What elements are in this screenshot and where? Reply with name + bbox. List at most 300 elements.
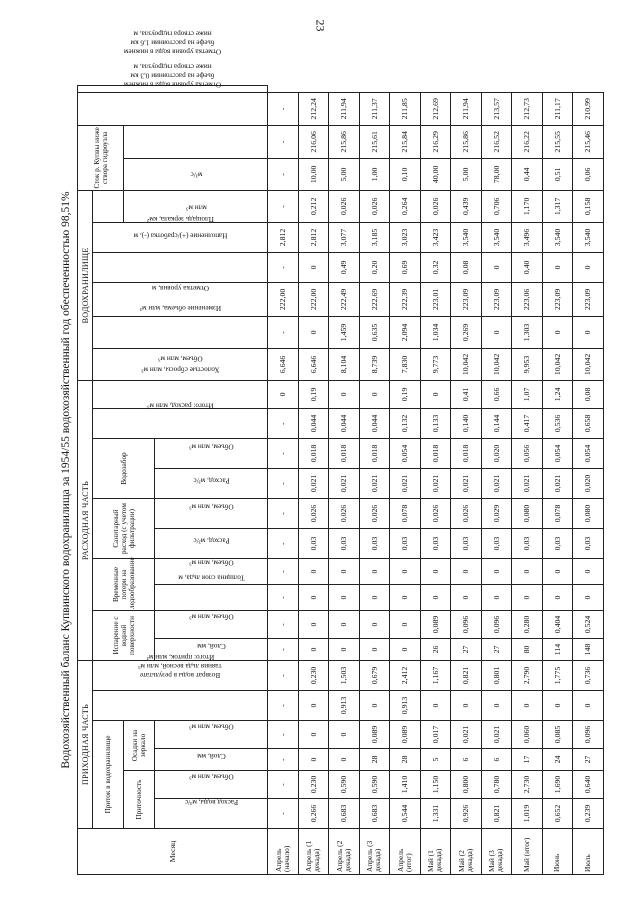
table-cell: 10,042 bbox=[542, 348, 573, 380]
table-cell: 0,03 bbox=[573, 529, 604, 559]
table-cell: 0,089 bbox=[390, 721, 421, 749]
document-title: Водохозяйственный баланс Купвинского водохранилища за 1954/55 водохозяйственный год обеспеченностью 98,51% bbox=[60, 191, 72, 769]
table-cell: 3,423 bbox=[420, 222, 451, 252]
table-cell: 3,540 bbox=[542, 222, 573, 252]
table-cell: 0,821 bbox=[481, 799, 512, 829]
table-cell: 1,034 bbox=[420, 316, 451, 348]
table-cell: 0 bbox=[298, 252, 329, 282]
table-cell: - bbox=[268, 639, 299, 661]
table-cell: - bbox=[268, 252, 299, 282]
col-runoff-q: м³/с bbox=[124, 158, 268, 190]
table-cell: 0,40 bbox=[512, 252, 543, 282]
table-cell: 222,49 bbox=[329, 282, 360, 316]
table-cell: 0 bbox=[359, 611, 390, 639]
table-cell: 0 bbox=[573, 559, 604, 585]
table-cell: 6 bbox=[451, 749, 482, 771]
table-cell: 1,331 bbox=[420, 799, 451, 829]
table-cell: 0,026 bbox=[329, 190, 360, 222]
table-cell: 0 bbox=[451, 559, 482, 585]
col-ice-thick: Толщина слоя льда, м bbox=[155, 585, 268, 611]
table-cell: 0,021 bbox=[420, 469, 451, 499]
table-cell: 10,00 bbox=[298, 158, 329, 190]
table-cell: 10,042 bbox=[481, 348, 512, 380]
table-cell: 211,37 bbox=[359, 92, 390, 125]
table-cell: 0,536 bbox=[542, 409, 573, 439]
table-cell: 1,775 bbox=[542, 661, 573, 691]
table-cell: - bbox=[268, 469, 299, 499]
table-cell: 2,790 bbox=[512, 661, 543, 691]
col-evap-v: Объем, млн м³ bbox=[155, 611, 268, 639]
table-cell: 27 bbox=[451, 639, 482, 661]
table-cell: 0 bbox=[542, 691, 573, 721]
table-cell: 0,056 bbox=[512, 439, 543, 469]
table-row bbox=[390, 86, 421, 875]
table-cell: 215,61 bbox=[359, 125, 390, 158]
table-cell: 0,913 bbox=[329, 691, 360, 721]
table-cell: - bbox=[268, 158, 299, 190]
table-cell: 0,280 bbox=[512, 611, 543, 639]
table-cell: 0,679 bbox=[359, 661, 390, 691]
table-cell: - bbox=[268, 499, 299, 529]
table-cell: 0,683 bbox=[329, 799, 360, 829]
table-cell: 223,09 bbox=[451, 282, 482, 316]
table-cell: 0 bbox=[329, 611, 360, 639]
table-cell: 9,953 bbox=[512, 348, 543, 380]
table-cell: 0,044 bbox=[359, 409, 390, 439]
table-cell: 222,00 bbox=[268, 282, 299, 316]
table-cell: 1,150 bbox=[420, 771, 451, 799]
table-cell: 223,01 bbox=[420, 282, 451, 316]
row-month-cell: Июль bbox=[573, 829, 604, 875]
table-cell: 211,17 bbox=[542, 92, 573, 125]
table-cell: 211,94 bbox=[329, 92, 360, 125]
table-cell: 5 bbox=[420, 749, 451, 771]
table-cell: 0 bbox=[420, 559, 451, 585]
table-cell: 1,410 bbox=[390, 771, 421, 799]
table-cell: 0,08 bbox=[573, 380, 604, 408]
col-level-16: Отметка уровня воды в нижнем бьефе на расстоянии 1,6 км ниже створа гидроузла, м bbox=[78, 86, 268, 93]
table-cell: - bbox=[268, 409, 299, 439]
table-cell: 0 bbox=[542, 585, 573, 611]
table-cell: 28 bbox=[359, 749, 390, 771]
table-cell: 0,03 bbox=[451, 529, 482, 559]
table-row bbox=[451, 86, 482, 875]
table-cell: 213,57 bbox=[481, 92, 512, 125]
table-cell: 0,026 bbox=[298, 499, 329, 529]
table-cell: 0 bbox=[268, 380, 299, 408]
table-cell: 1,303 bbox=[512, 316, 543, 348]
table-cell: 0,060 bbox=[512, 721, 543, 749]
table-cell: 2,412 bbox=[390, 661, 421, 691]
table-cell: 0,026 bbox=[420, 499, 451, 529]
col-idle-discharge: Холостые сбросы, млн м³ bbox=[93, 380, 268, 408]
col-month: Месяц bbox=[78, 829, 268, 875]
table-cell: 0,144 bbox=[481, 409, 512, 439]
table-cell: 0,020 bbox=[573, 469, 604, 499]
table-cell: - bbox=[268, 749, 299, 771]
table-cell: 0,018 bbox=[329, 439, 360, 469]
table-cell: 1,019 bbox=[512, 799, 543, 829]
table-cell: 216,52 bbox=[481, 125, 512, 158]
table-cell: 0,439 bbox=[451, 190, 482, 222]
table-cell: 3,540 bbox=[451, 222, 482, 252]
table-cell: 0,026 bbox=[451, 499, 482, 529]
table-cell: 3,185 bbox=[359, 222, 390, 252]
group-inflow: Приток в водохранилище bbox=[93, 721, 124, 829]
col-intake-q: Расход, м³/с bbox=[155, 469, 268, 499]
table-cell: 0,080 bbox=[573, 499, 604, 529]
table-cell: 0,140 bbox=[451, 409, 482, 439]
table-cell: 0,018 bbox=[420, 439, 451, 469]
table-cell: 0,19 bbox=[390, 380, 421, 408]
table-cell: 0 bbox=[359, 639, 390, 661]
table-cell: 0 bbox=[329, 721, 360, 749]
table-cell: 0,06 bbox=[573, 158, 604, 190]
table-cell: 0,021 bbox=[390, 469, 421, 499]
table-cell: 0,10 bbox=[390, 158, 421, 190]
col-ice-return: Возврат воды в результате таяния льда весной, млн м³ bbox=[93, 691, 268, 721]
row-month-cell: Апрель (итог) bbox=[390, 829, 421, 875]
table-cell: 0,026 bbox=[420, 190, 451, 222]
table-cell: - bbox=[268, 691, 299, 721]
table-cell: 0,544 bbox=[390, 799, 421, 829]
table-cell: 0 bbox=[390, 559, 421, 585]
table-cell: - bbox=[268, 559, 299, 585]
table-cell: 215,86 bbox=[329, 125, 360, 158]
col-san-v: Объем, млн м³ bbox=[155, 499, 268, 529]
table-cell: 0 bbox=[298, 749, 329, 771]
table-cell: 0 bbox=[481, 585, 512, 611]
table-cell: - bbox=[268, 125, 299, 158]
table-cell: 3,077 bbox=[329, 222, 360, 252]
table-cell: 0,69 bbox=[390, 252, 421, 282]
table-cell: 216,06 bbox=[298, 125, 329, 158]
water-balance-table bbox=[77, 29, 604, 875]
table-cell: 10,042 bbox=[451, 348, 482, 380]
table-cell: 212,24 bbox=[298, 92, 329, 125]
table-cell: 0,054 bbox=[573, 439, 604, 469]
table-cell: 215,84 bbox=[390, 125, 421, 158]
group-evap: Испарение с водной поверхности bbox=[93, 611, 155, 661]
col-intake-v: Объем, млн м³ bbox=[155, 439, 268, 469]
table-cell: 27 bbox=[481, 639, 512, 661]
table-cell: 0,021 bbox=[451, 469, 482, 499]
table-cell: 0,640 bbox=[573, 771, 604, 799]
col-level-mark: Отметка уровня, м bbox=[93, 282, 268, 316]
table-cell: 0,800 bbox=[451, 771, 482, 799]
table-body bbox=[268, 86, 604, 875]
table-cell: 0,044 bbox=[329, 409, 360, 439]
table-cell: 5,00 bbox=[329, 158, 360, 190]
table-cell: 0 bbox=[512, 691, 543, 721]
table-cell: 1,167 bbox=[420, 661, 451, 691]
row-month-cell: Апрель (3 декада) bbox=[359, 829, 390, 875]
table-cell: 0,054 bbox=[542, 439, 573, 469]
table-cell: 0 bbox=[329, 749, 360, 771]
table-cell: 0,230 bbox=[298, 661, 329, 691]
table-cell: 0 bbox=[329, 380, 360, 408]
row-month-cell: Апрель (2 декада) bbox=[329, 829, 360, 875]
table-cell: 0,03 bbox=[329, 529, 360, 559]
table-cell: 215,86 bbox=[451, 125, 482, 158]
table-cell: 3,540 bbox=[573, 222, 604, 252]
table-cell: 1,317 bbox=[542, 190, 573, 222]
table-cell: 216,29 bbox=[420, 125, 451, 158]
table-cell: 0,026 bbox=[359, 499, 390, 529]
table-cell: 0,03 bbox=[420, 529, 451, 559]
table-cell: 0,913 bbox=[390, 691, 421, 721]
col-precip-layer: Слой, мм bbox=[155, 749, 268, 771]
table-cell: 0,801 bbox=[481, 661, 512, 691]
table-cell: 0 bbox=[573, 585, 604, 611]
table-cell: 1,07 bbox=[512, 380, 543, 408]
col-runoff-v: млн м³ bbox=[124, 190, 268, 222]
table-cell: 0 bbox=[481, 252, 512, 282]
table-cell: 28 bbox=[390, 749, 421, 771]
col-fill: Наполнение (+)/сработка (-), м bbox=[93, 252, 268, 282]
table-cell: 0 bbox=[542, 252, 573, 282]
table-cell: 223,09 bbox=[542, 282, 573, 316]
table-cell: 0,021 bbox=[481, 721, 512, 749]
col-san-q: Расход, м³/с bbox=[155, 529, 268, 559]
table-cell: 2,812 bbox=[268, 222, 299, 252]
table-cell: 0,239 bbox=[573, 799, 604, 829]
table-cell: 0,32 bbox=[420, 252, 451, 282]
table-cell: 114 bbox=[542, 639, 573, 661]
table-cell: 0,044 bbox=[298, 409, 329, 439]
table-cell: - bbox=[268, 661, 299, 691]
table-cell: 2,730 bbox=[512, 771, 543, 799]
table-cell: 0,264 bbox=[390, 190, 421, 222]
table-cell: 0 bbox=[298, 639, 329, 661]
table-cell: 0 bbox=[329, 585, 360, 611]
group-income: ПРИХОДНАЯ ЧАСТЬ bbox=[78, 661, 93, 829]
table-cell: 210,99 bbox=[573, 92, 604, 125]
group-intake: Водозабор bbox=[93, 439, 155, 499]
table-cell: 211,94 bbox=[451, 92, 482, 125]
table-cell: 0,132 bbox=[390, 409, 421, 439]
col-level-03: Отметка уровня воды в нижнем бьефе на расстоянии 0,3 км ниже створа гидроузла, м bbox=[78, 92, 268, 125]
table-cell: 215,46 bbox=[573, 125, 604, 158]
table-cell: 0,089 bbox=[420, 611, 451, 639]
table-cell: - bbox=[268, 611, 299, 639]
table-cell: 216,22 bbox=[512, 125, 543, 158]
table-cell: 0,133 bbox=[420, 409, 451, 439]
table-cell: 0 bbox=[359, 380, 390, 408]
row-month-cell: Июнь bbox=[542, 829, 573, 875]
table-cell: 212,73 bbox=[512, 92, 543, 125]
table-cell: 0,20 bbox=[359, 252, 390, 282]
table-cell: 6,646 bbox=[268, 348, 299, 380]
table-cell: 215,55 bbox=[542, 125, 573, 158]
table-cell: 9,773 bbox=[420, 348, 451, 380]
table-row bbox=[268, 86, 299, 875]
table-cell: 0,021 bbox=[298, 469, 329, 499]
table-cell: 212,69 bbox=[420, 92, 451, 125]
table-cell: 0,03 bbox=[298, 529, 329, 559]
table-cell: 6 bbox=[481, 749, 512, 771]
table-cell: 0 bbox=[542, 316, 573, 348]
table-cell: 0,780 bbox=[481, 771, 512, 799]
table-cell: 0 bbox=[573, 316, 604, 348]
table-cell: 0,021 bbox=[359, 469, 390, 499]
table-cell: 222,39 bbox=[390, 282, 421, 316]
table-cell: 0 bbox=[420, 691, 451, 721]
table-cell: 0,054 bbox=[390, 439, 421, 469]
table-cell: 0,089 bbox=[359, 721, 390, 749]
table-cell: 2,094 bbox=[390, 316, 421, 348]
table-cell: 0,026 bbox=[359, 190, 390, 222]
table-cell: 0 bbox=[481, 559, 512, 585]
table-cell: 1,24 bbox=[542, 380, 573, 408]
table-cell: 0,652 bbox=[542, 799, 573, 829]
table-cell: 0,080 bbox=[512, 499, 543, 529]
table-cell: 0,44 bbox=[512, 158, 543, 190]
group-reservoir: ВОДОХРАНИЛИЩЕ bbox=[78, 190, 93, 380]
table-cell: 0,026 bbox=[329, 499, 360, 529]
table-cell: - bbox=[268, 799, 299, 829]
table-cell: 0,078 bbox=[542, 499, 573, 529]
table-cell: 0,03 bbox=[390, 529, 421, 559]
table-cell: 211,85 bbox=[390, 92, 421, 125]
table-cell: 0 bbox=[512, 559, 543, 585]
table-cell: 0,19 bbox=[298, 380, 329, 408]
table-cell: 0,018 bbox=[359, 439, 390, 469]
group-runoff: Сток р. Купвы ниже створа гидроузла bbox=[78, 125, 124, 190]
table-cell: - bbox=[268, 316, 299, 348]
table-cell: 0,021 bbox=[542, 469, 573, 499]
table-cell: 0 bbox=[329, 559, 360, 585]
table-cell: 0,03 bbox=[481, 529, 512, 559]
table-cell: 0,269 bbox=[451, 316, 482, 348]
row-month-cell: Апрель (1 декада) bbox=[298, 829, 329, 875]
table-cell: 0 bbox=[390, 611, 421, 639]
table-cell: 223,09 bbox=[573, 282, 604, 316]
col-precip-v: Объем, млн м³ bbox=[155, 721, 268, 749]
table-cell: 0,635 bbox=[359, 316, 390, 348]
table-cell: 2,812 bbox=[298, 222, 329, 252]
table-cell: 0,03 bbox=[542, 529, 573, 559]
table-cell: 0,078 bbox=[390, 499, 421, 529]
table-cell: 223,09 bbox=[481, 282, 512, 316]
table-cell: - bbox=[268, 529, 299, 559]
table-cell: 0 bbox=[359, 585, 390, 611]
row-month-cell: Май (1 декада) bbox=[420, 829, 451, 875]
table-cell: 0,03 bbox=[512, 529, 543, 559]
table-cell: 0,706 bbox=[481, 190, 512, 222]
table-cell: 0,018 bbox=[298, 439, 329, 469]
table-cell: 17 bbox=[512, 749, 543, 771]
table-cell: - bbox=[268, 439, 299, 469]
table-cell: 0 bbox=[298, 585, 329, 611]
col-inflow-q: Расход воды, м³/с bbox=[155, 799, 268, 829]
table-cell: 6,646 bbox=[298, 348, 329, 380]
table-row bbox=[542, 86, 573, 875]
table-cell: 1,459 bbox=[329, 316, 360, 348]
group-sanitary: Санитарный расход (с учетом фильтрации) bbox=[93, 499, 155, 559]
table-cell: 222,00 bbox=[298, 282, 329, 316]
table-cell: 0 bbox=[390, 639, 421, 661]
table-row bbox=[298, 86, 329, 875]
table-cell: 0,41 bbox=[451, 380, 482, 408]
table-cell: 0 bbox=[329, 639, 360, 661]
table-cell: 1,503 bbox=[329, 661, 360, 691]
table-cell: 5,00 bbox=[451, 158, 482, 190]
table-row bbox=[573, 86, 604, 875]
table-cell: 0,926 bbox=[451, 799, 482, 829]
col-evap-layer: Слой, мм bbox=[155, 639, 268, 661]
table-cell: 0 bbox=[359, 559, 390, 585]
table-cell: 0 bbox=[542, 559, 573, 585]
table-cell: 0,085 bbox=[542, 721, 573, 749]
table-cell: 0 bbox=[298, 691, 329, 721]
table-cell: 0 bbox=[451, 691, 482, 721]
col-volume: Объем, млн м³ bbox=[93, 348, 268, 380]
table-cell: 0,021 bbox=[329, 469, 360, 499]
table-cell: 8,104 bbox=[329, 348, 360, 380]
table-cell: 24 bbox=[542, 749, 573, 771]
table-cell: 0 bbox=[298, 721, 329, 749]
table-row bbox=[481, 86, 512, 875]
table-cell: 0,821 bbox=[451, 661, 482, 691]
table-cell: 0,524 bbox=[573, 611, 604, 639]
table-cell: 7,830 bbox=[390, 348, 421, 380]
table-cell: - bbox=[268, 92, 299, 125]
table-cell: 222,69 bbox=[359, 282, 390, 316]
table-cell: 3,496 bbox=[512, 222, 543, 252]
row-month-cell: Май (итог) bbox=[512, 829, 543, 875]
table-cell: 0 bbox=[298, 316, 329, 348]
table-cell: 0 bbox=[359, 691, 390, 721]
table-cell: 0,404 bbox=[542, 611, 573, 639]
table-cell: 0 bbox=[451, 585, 482, 611]
table-cell: 40,00 bbox=[420, 158, 451, 190]
table-cell: 0 bbox=[573, 691, 604, 721]
table-cell: 0 bbox=[481, 316, 512, 348]
table-cell: 0,03 bbox=[359, 529, 390, 559]
table-cell: 0,018 bbox=[451, 439, 482, 469]
table-cell: 0 bbox=[512, 585, 543, 611]
row-month-cell: Май (2 декада) bbox=[451, 829, 482, 875]
table-cell: 0,658 bbox=[573, 409, 604, 439]
table-cell: 0 bbox=[481, 691, 512, 721]
page-number: 23 bbox=[313, 19, 328, 32]
table-cell: 0,212 bbox=[298, 190, 329, 222]
table-cell: 0,736 bbox=[573, 661, 604, 691]
table-cell: - bbox=[268, 585, 299, 611]
table-cell: 0,266 bbox=[298, 799, 329, 829]
table-row bbox=[359, 86, 390, 875]
table-cell: 0,590 bbox=[359, 771, 390, 799]
table-cell: 0,017 bbox=[420, 721, 451, 749]
group-inflow-proper: Приточность bbox=[124, 771, 155, 829]
group-expense: РАСХОДНАЯ ЧАСТЬ bbox=[78, 380, 93, 660]
table-row bbox=[420, 86, 451, 875]
table-cell: 80 bbox=[512, 639, 543, 661]
table-cell: 0,158 bbox=[573, 190, 604, 222]
table-cell: 8,739 bbox=[359, 348, 390, 380]
table-cell: - bbox=[268, 721, 299, 749]
table-cell: 0,029 bbox=[481, 499, 512, 529]
table-cell: 3,023 bbox=[390, 222, 421, 252]
table-cell: 0,590 bbox=[329, 771, 360, 799]
table-cell: 0,096 bbox=[573, 721, 604, 749]
table-cell: 1,170 bbox=[512, 190, 543, 222]
row-month-cell: Апрель (начало) bbox=[268, 829, 299, 875]
table-cell: - bbox=[268, 771, 299, 799]
table-cell: 0,66 bbox=[481, 380, 512, 408]
table-cell: 0,021 bbox=[451, 721, 482, 749]
